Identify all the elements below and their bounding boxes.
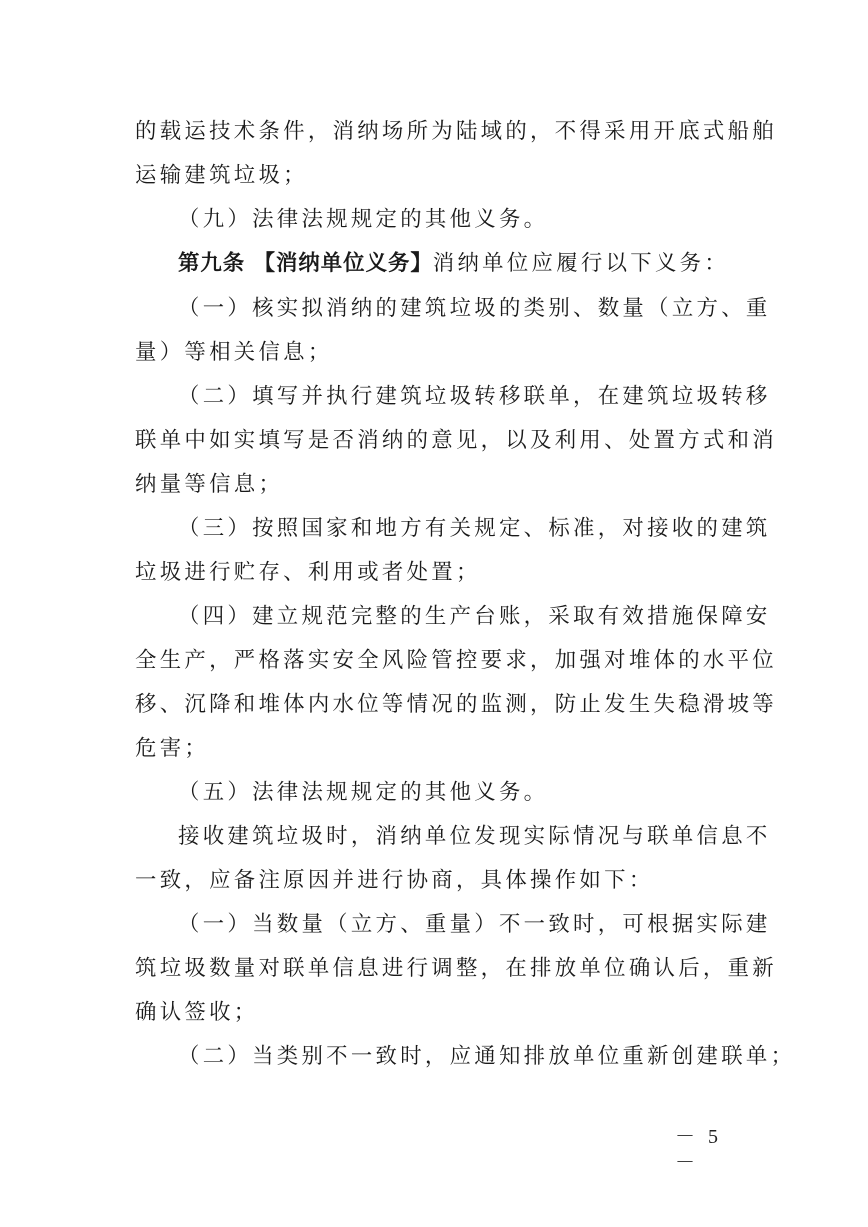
text-line: 运输建筑垃圾； (135, 163, 308, 188)
text-line: 确认签收； (135, 1000, 259, 1025)
text-line: 量）等相关信息； (135, 340, 333, 365)
text-line: 联单中如实填写是否消纳的意见，以及利用、处置方式和消 (135, 428, 777, 453)
page-number: － 5 － (675, 1126, 722, 1174)
text-line: 的载运技术条件，消纳场所为陆域的，不得采用开底式船舶 (135, 119, 777, 144)
text-line: （一）当数量（立方、重量）不一致时，可根据实际建 (178, 912, 771, 937)
text-line: 垃圾进行贮存、利用或者处置； (135, 560, 481, 585)
list-item-nine: （九）法律法规规定的其他义务。 (178, 207, 549, 232)
article-title: 第九条 【消纳单位义务】 (178, 251, 433, 276)
text-line: 纳量等信息； (135, 472, 284, 497)
text-line: （二）填写并执行建筑垃圾转移联单，在建筑垃圾转移 (178, 384, 771, 409)
text-line: 筑垃圾数量对联单信息进行调整，在排放单位确认后，重新 (135, 956, 777, 981)
text-line: 一致，应备注原因并进行协商，具体操作如下： (135, 868, 654, 893)
text-line: 接收建筑垃圾时，消纳单位发现实际情况与联单信息不 (178, 824, 771, 849)
text-line: （四）建立规范完整的生产台账，采取有效措施保障安 (178, 604, 771, 629)
text-line: （五）法律法规规定的其他义务。 (178, 780, 549, 805)
text-line: （一）核实拟消纳的建筑垃圾的类别、数量（立方、重 (178, 296, 771, 321)
text-line: 全生产，严格落实安全风险管控要求，加强对堆体的水平位 (135, 648, 777, 673)
article-heading (178, 249, 738, 279)
text-line: （二）当类别不一致时，应通知排放单位重新创建联单； (178, 1044, 796, 1069)
article-intro: 消纳单位应履行以下义务： (432, 251, 730, 276)
text-line: （三）按照国家和地方有关规定、标准，对接收的建筑 (178, 516, 771, 541)
text-line: 危害； (135, 736, 210, 761)
text-line: 移、沉降和堆体内水位等情况的监测，防止发生失稳滑坡等 (135, 692, 777, 717)
